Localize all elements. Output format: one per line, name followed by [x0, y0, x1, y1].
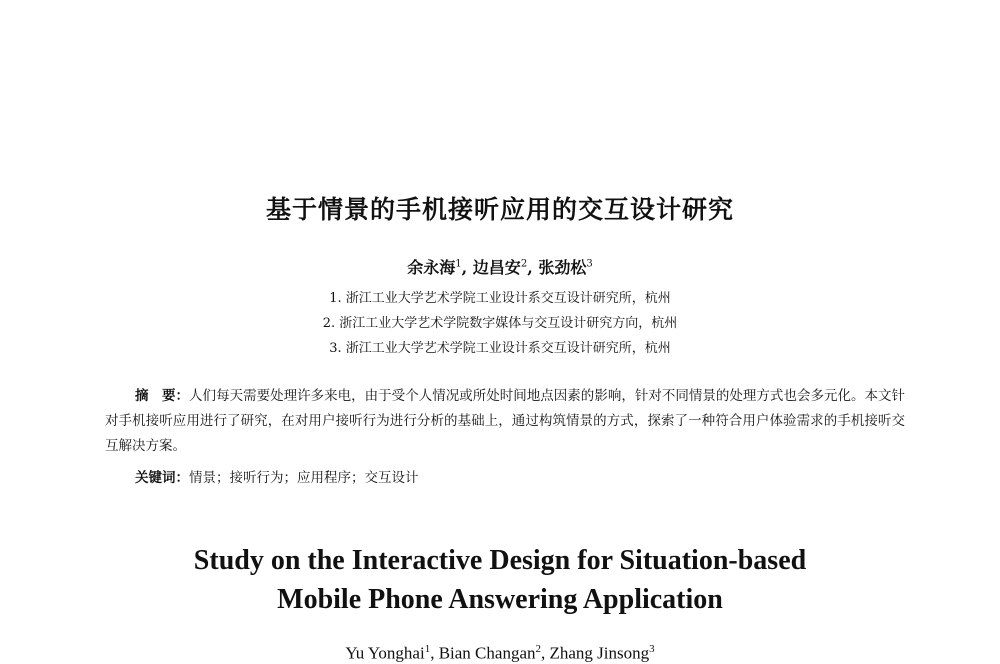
- author-separator: ,: [461, 258, 468, 277]
- author-name: Zhang Jinsong: [549, 643, 650, 663]
- author-affiliation-marker: 1: [455, 258, 462, 270]
- abstract: [105, 384, 905, 459]
- author-separator: ,: [430, 643, 439, 663]
- author-affiliation-marker: 3: [586, 258, 593, 270]
- keywords: [135, 466, 905, 486]
- abstract-text: 人们每天需要处理许多来电，由于受个人情况或所处时间地点因素的影响，针对不同情景的处理方式也会多元化。本文针对手机接听应用进行了研究，在对用户接听行为进行分析的基础上，通过构筑情景的方式，探索了一种符合用户体验需求的手机接听交互解决方案。: [105, 388, 906, 454]
- author-name: 张劲松: [538, 258, 587, 277]
- author-name: Yu Yonghai: [345, 643, 425, 663]
- author-affiliation-marker: 2: [520, 258, 528, 270]
- author-name: Bian Changan: [438, 643, 536, 663]
- abstract-label: 摘 要：: [135, 388, 190, 404]
- affiliation-3: 3. 浙江工业大学艺术学院工业设计系交互设计研究所，杭州: [329, 341, 671, 356]
- affiliation-2: 2. 浙江工业大学艺术学院数字媒体与交互设计研究方向，杭州: [322, 316, 678, 331]
- keywords-text: 情景；接听行为；应用程序；交互设计: [189, 470, 419, 486]
- paper-title-english-line-2: Mobile Phone Answering Application: [277, 584, 723, 615]
- author-affiliation-marker: 3: [649, 643, 655, 655]
- author-affiliation-marker: 2: [535, 643, 541, 655]
- paper-title-chinese: 基于情景的手机接听应用的交互设计研究: [265, 195, 734, 224]
- author-list-chinese: [0, 255, 1000, 278]
- author-list-english: [0, 643, 1000, 664]
- author-affiliation-marker: 1: [424, 643, 431, 655]
- keywords-label: 关键词：: [135, 470, 189, 486]
- paper-title-english-line-1: Study on the Interactive Design for Situation-based: [193, 545, 807, 576]
- affiliation-1: 1. 浙江工业大学艺术学院工业设计系交互设计研究所，杭州: [329, 291, 671, 306]
- author-name: 边昌安: [472, 258, 521, 277]
- author-separator: ,: [527, 258, 533, 277]
- author-name: 余永海: [407, 258, 456, 277]
- author-separator: ,: [541, 643, 550, 663]
